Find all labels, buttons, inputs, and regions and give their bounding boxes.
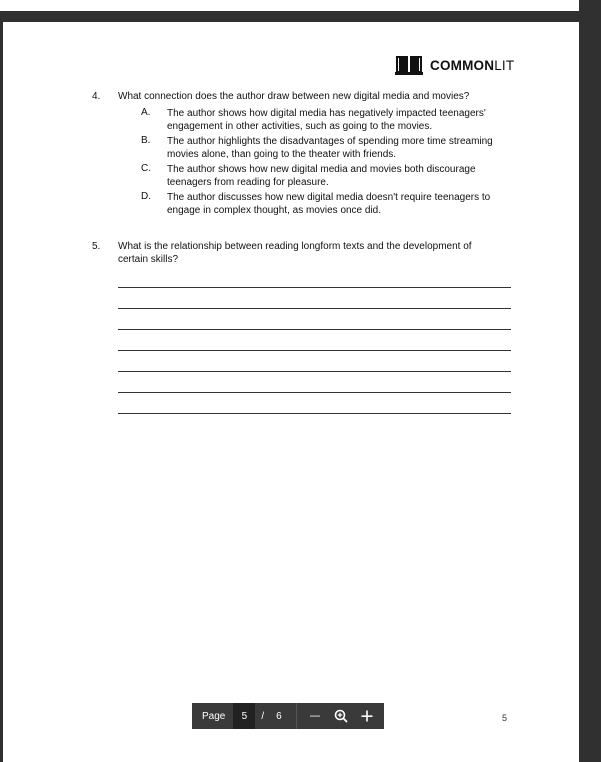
previous-page-bottom [0,0,579,11]
current-page-input[interactable]: 5 [233,703,255,729]
answer-line [118,392,511,393]
option-c-text: The author shows how new digital media and movies both discourage teenagers from reading for pleasure. [167,164,476,188]
page-label: Page [202,710,226,722]
answer-line [118,287,511,288]
answer-line [118,350,511,351]
total-pages: 6 [276,710,282,722]
question-5-text: What is the relationship between reading longform texts and the development of certain skills? [118,241,472,265]
page-separator: / [261,710,265,722]
answer-line [118,329,511,330]
page-navigation-toolbar [192,703,384,729]
option-a-letter: A. [141,107,151,118]
option-b-letter: B. [141,135,151,146]
zoom-button[interactable] [333,708,349,724]
answer-line [118,413,511,414]
zoom-in-icon [334,709,348,723]
option-a-text: The author shows how digital media has negatively impacted teenagers' engagement in other activities, such as going to the movies. [167,108,486,132]
question-4-text: What connection does the author draw between new digital media and movies? [118,91,470,102]
plus-icon [361,710,373,722]
commonlit-logo [395,53,514,77]
minus-icon [309,710,321,722]
logo-text: COMMONLIT [430,57,515,73]
question-5-number: 5. [92,241,101,252]
option-c-letter: C. [141,163,151,174]
answer-line [118,371,511,372]
answer-line [118,308,511,309]
zoom-out-button[interactable] [307,708,323,724]
zoom-in-button[interactable] [359,708,375,724]
option-b-text: The author highlights the disadvantages of spending more time streaming movies alone, than going to the theater with friends. [167,136,493,160]
question-4-number: 4. [92,91,101,102]
toolbar-divider [296,703,297,729]
page-number-footer: 5 [502,713,508,723]
option-d-text: The author discusses how new digital media doesn't require teenagers to engage in complex thought, as movies once did. [167,192,491,216]
book-icon [395,55,423,75]
option-d-letter: D. [141,191,151,202]
document-page [3,22,579,762]
